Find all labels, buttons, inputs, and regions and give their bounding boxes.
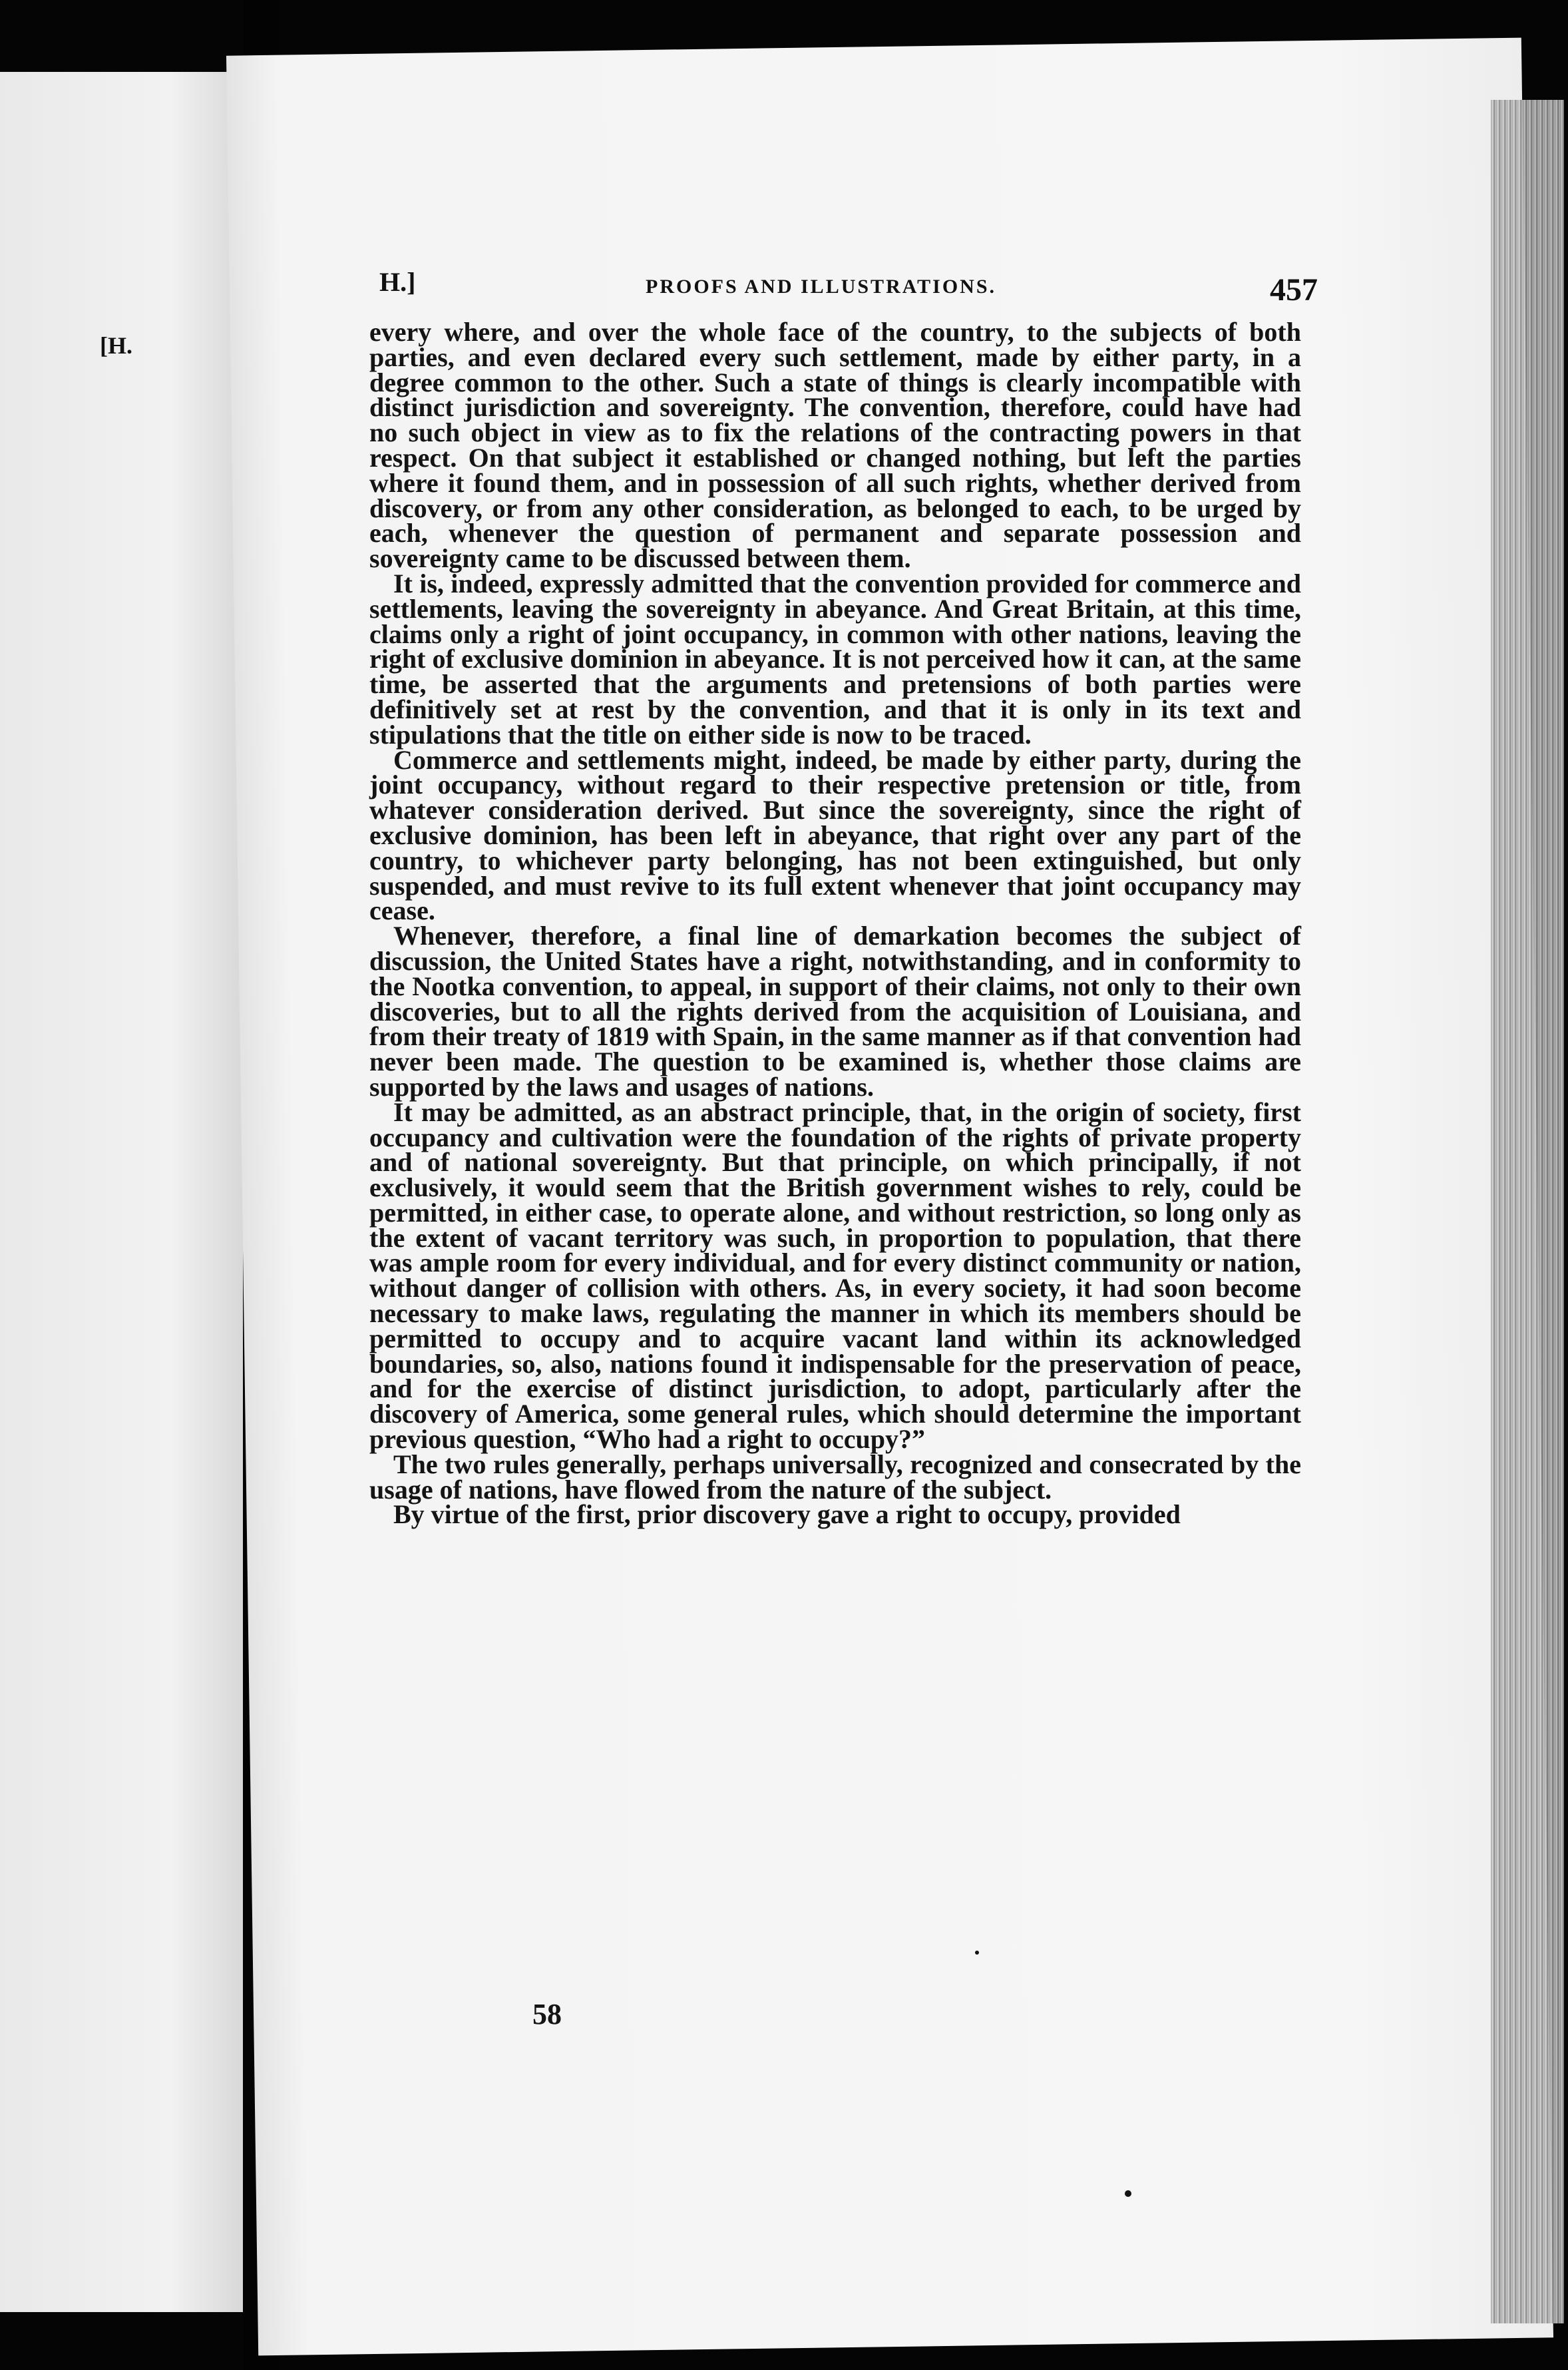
section-marker: H.]	[379, 267, 416, 297]
page-edges	[1491, 100, 1564, 2323]
page-number: 457	[1270, 272, 1318, 308]
paragraph: It may be admitted, as an abstract principle, that, in the origin of society, first occupancy and cultivation were the foundation of the rights of private property and of national sovereignty. But that principle, on which principally, if not exclusively, it would seem that the British government wishes to rely, could be permitted, in either case, to operate alone, and without restriction, so long only as the extent of vacant territory was such, in proportion to population, that there was ample room for every individual, and for every distinct community or nation, without danger of collision with others. As, in every society, it had soon become necessary to make laws, regulating the manner in which its members should be permitted to occupy and to acquire vacant land within its acknowledged boundaries, so, also, nations found it indispensable for the preservation of peace, and for the exercise of distinct jurisdiction, to adopt, particularly after the discovery of America, some general rules, which should determine the important previous question, “Who had a right to occupy?”	[369, 1096, 1301, 1455]
paragraph: It is, indeed, expressly admitted that the convention provided for commerce and settlements, leaving the sovereignty in abeyance. And Great Britain, at this time, claims only a right of joint occupancy, in common with other nations, leaving the right of exclusive dominion in abeyance. It is not perceived how it can, at the same time, be asserted that the arguments and pretensions of both parties were definitively set at rest by the convention, and that it is only in its text and stipulations that the title on either side is now to be traced.	[369, 568, 1301, 750]
paragraph: Commerce and settlements might, indeed, be made by either party, during the joint occupancy, without regard to their respective pretension or title, from whatever consideration derived. But since the sovereignty, since the right of exclusive dominion, has been left in abeyance, that right over any part of the country, to whichever party belonging, has not been extinguished, but only suspended, and must revive to its full extent whenever that joint occupancy may cease.	[369, 744, 1301, 926]
running-header	[373, 266, 1318, 306]
signature-mark: 58	[532, 1998, 562, 2030]
paragraph: The two rules generally, perhaps universally, recognized and consecrated by the usage of nations, have flowed from the nature of the subject.	[369, 1449, 1301, 1505]
paragraph: By virtue of the first, prior discovery gave a right to occupy, provided	[393, 1499, 1181, 1530]
paragraph: every where, and over the whole face of the country, to the subjects of both parties, and even declared every such settlement, made by either party, in a degree common to the other. Such a state of things is clearly incompatible with distinct jurisdiction and sovereignty. The convention, therefore, could have had no such object in view as to fix the relations of the contracting powers in that respect. On that subject it established or changed nothing, but left the parties where it found them, and in possession of all such rights, whether derived from discovery, or from any other consideration, as belonged to each, to be urged by each, whenever the question of permanent and separate possession and sovereignty came to be discussed between them.	[369, 317, 1301, 574]
paragraph: Whenever, therefore, a final line of demarkation becomes the subject of discussion, the United States have a right, notwithstanding, and in conformity to the Nootka convention, to appeal, in support of their claims, not only to their own discoveries, but to all the rights derived from the acquisition of Louisiana, and from their treaty of 1819 with Spain, in the same manner as if that convention had never been made. The question to be examined is, whether those claims are supported by the laws and usages of nations.	[369, 921, 1301, 1102]
left-page-marker: [H.	[100, 332, 132, 359]
body-text	[369, 317, 1301, 1530]
speck	[975, 1951, 979, 1955]
running-title: PROOFS AND ILLUSTRATIONS.	[646, 276, 997, 298]
left-page	[0, 72, 243, 2312]
speck	[1125, 2190, 1131, 2197]
